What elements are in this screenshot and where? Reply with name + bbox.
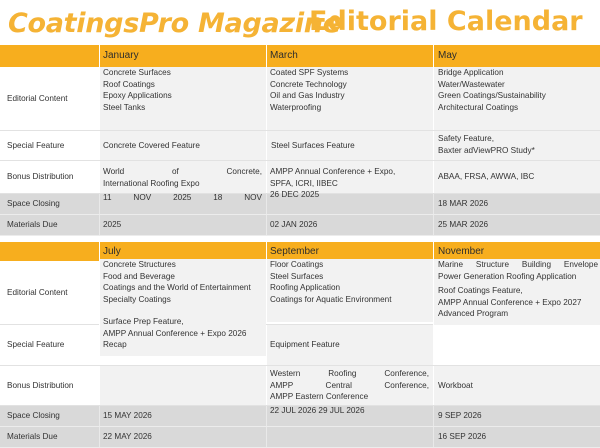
nov-special: Roof Coatings Feature, AMPP Annual Conference + Expo 2027 Advanced Program	[433, 285, 600, 325]
jul-editorial	[99, 259, 266, 322]
space-closing-row	[0, 406, 600, 427]
jul-special: Surface Prep Feature, AMPP Annual Conference + Expo 2026 Recap	[99, 316, 266, 356]
mar-editorial	[266, 67, 433, 130]
nov-bonus: Workboat	[433, 366, 600, 405]
jan-special: Concrete Covered Feature	[99, 131, 266, 160]
jul-space-closing: 15 MAY 2026	[99, 406, 266, 426]
may-special: Safety Feature, Baxter adViewPRO Study*	[433, 131, 600, 160]
header-blank-cell	[0, 242, 99, 261]
row-label: Special Feature	[0, 325, 99, 365]
month-january: January	[99, 45, 266, 67]
space-closing-row	[0, 190, 600, 215]
jan-materials-due: 2025	[99, 215, 266, 235]
jan-editorial	[99, 67, 266, 130]
list-item: Steel Tanks	[103, 102, 146, 112]
list-item: Green Coatings/Sustainability	[438, 91, 546, 100]
list-item: Concrete Surfaces	[103, 68, 171, 77]
list-item: Floor Coatings	[270, 260, 324, 269]
list-item: Steel Surfaces	[270, 271, 324, 281]
list-item: Waterproofing	[270, 102, 322, 112]
nov-materials-due: 16 SEP 2026	[433, 427, 600, 447]
month-september: September	[266, 242, 433, 261]
list-item: Water/Wastewater	[438, 79, 505, 89]
list-item: Oil and Gas Industry	[270, 91, 345, 100]
mar-materials-due: 02 JAN 2026	[266, 215, 433, 235]
mar-special: Steel Surfaces Feature	[266, 131, 433, 160]
month-november: November	[433, 242, 600, 261]
mar-bonus: AMPP Annual Conference + Expo, SPFA, ICRI, IIBEC	[266, 161, 433, 193]
list-item: Coatings and the World of Entertainment	[103, 283, 251, 292]
jul-bonus	[99, 366, 266, 405]
row-label: Materials Due	[7, 432, 58, 441]
mar-space-closing: 26 DEC 2025	[266, 194, 433, 214]
page-title: Editorial Calendar	[309, 6, 583, 37]
sep-bonus: Western Roofing Conference, AMPP Central Conference, AMPP Eastern Conference	[266, 366, 433, 405]
bonus-distribution-row	[0, 366, 600, 406]
month-july: July	[99, 242, 266, 261]
sep-space-closing: 22 JUL 2026 29 JUL 2026	[266, 406, 433, 426]
may-space-closing: 18 MAR 2026	[433, 194, 600, 214]
row-label: Bonus Distribution	[0, 161, 99, 193]
header-blank-cell	[0, 45, 99, 67]
list-item: Power Generation Roofing Application	[438, 271, 577, 281]
may-materials-due: 25 MAR 2026	[433, 215, 600, 235]
jan-space-closing: 11 NOV 2025 18 NOV	[99, 194, 266, 214]
row-label: Space Closing	[7, 411, 60, 421]
jul-materials-due: 22 MAY 2026	[99, 427, 266, 447]
list-item: Marine Structure Building Envelope	[438, 260, 598, 269]
list-item: Food and Beverage	[103, 271, 175, 281]
sep-materials-due	[266, 427, 433, 447]
materials-due-row	[0, 215, 600, 236]
list-item: Concrete Structures	[103, 260, 176, 269]
list-item: Specialty Coatings	[103, 294, 171, 304]
list-item: Roof Coatings	[103, 79, 155, 89]
row-label: Materials Due	[7, 220, 58, 230]
jan-bonus: World of Concrete, International Roofing Expo	[99, 161, 266, 193]
list-item: Coatings for Aquatic Environment	[270, 294, 392, 304]
may-editorial	[433, 67, 600, 130]
row-label: Bonus Distribution	[0, 366, 99, 405]
list-item: Epoxy Applications	[103, 91, 172, 100]
may-bonus: ABAA, FRSA, AWWA, IBC	[433, 161, 600, 193]
list-item: Concrete Technology	[270, 79, 347, 89]
brand-title: CoatingsPro Magazine	[8, 8, 341, 39]
row-label: Editorial Content	[0, 67, 99, 130]
materials-due-row	[0, 427, 600, 448]
sep-editorial	[266, 259, 433, 322]
editorial-content-row	[0, 67, 600, 131]
list-item: Coated SPF Systems	[270, 68, 349, 77]
list-item: Bridge Application	[438, 68, 504, 77]
month-may: May	[433, 45, 600, 67]
list-item: Roofing Application	[270, 283, 341, 292]
month-march: March	[266, 45, 433, 67]
page-header	[0, 0, 600, 44]
special-feature-row	[0, 131, 600, 161]
row-label: Space Closing	[7, 199, 60, 209]
month-header-row	[0, 45, 600, 67]
list-item: Architectural Coatings	[438, 102, 519, 112]
row-label: Editorial Content	[0, 261, 99, 324]
nov-space-closing: 9 SEP 2026	[433, 406, 600, 426]
row-label: Special Feature	[0, 131, 99, 160]
sep-special: Equipment Feature	[266, 325, 433, 365]
